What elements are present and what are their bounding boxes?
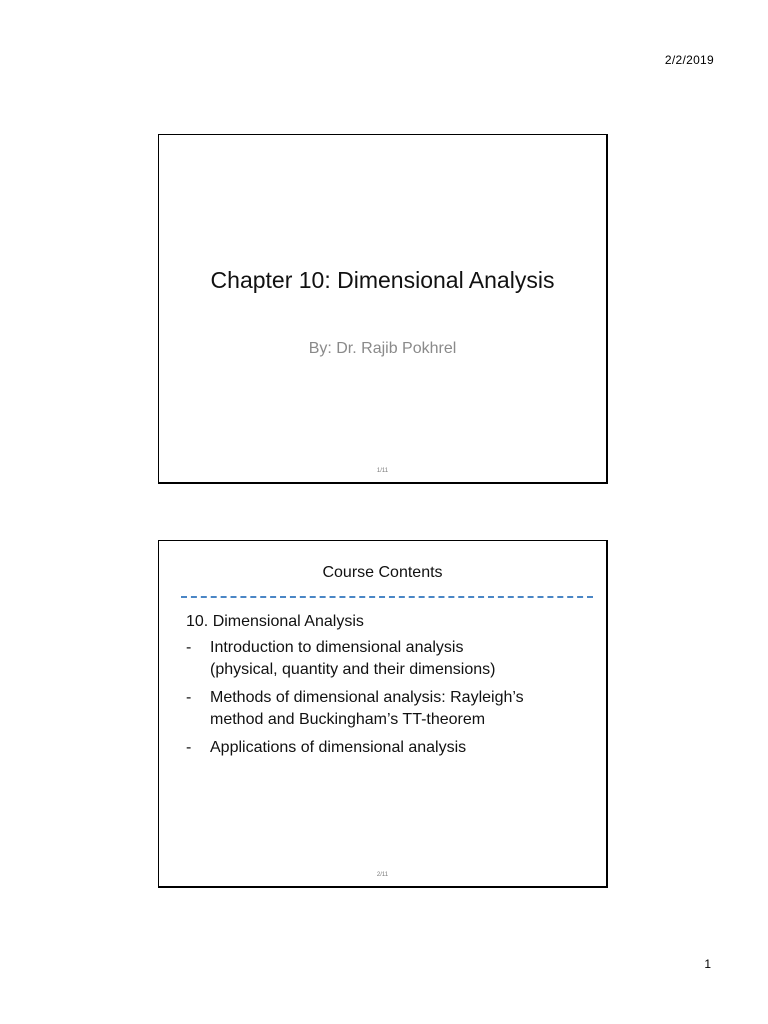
bullet-text: Methods of dimensional analysis: Rayleigh’s	[210, 689, 524, 706]
bullet-text: Applications of dimensional analysis	[210, 739, 467, 756]
bullet-text: method and Buckingham’s TT-theorem	[210, 711, 486, 728]
slide-author: By: Dr. Rajib Pokhrel	[308, 340, 457, 357]
section-heading: 10. Dimensional Analysis	[186, 613, 364, 630]
bullet-text: Introduction to dimensional analysis	[210, 639, 464, 656]
page-number: 1	[704, 957, 711, 971]
bullet-item	[186, 737, 588, 759]
bullet-item	[186, 687, 588, 731]
slide-footer-number: 2/11	[376, 872, 389, 878]
slide-heading: Course Contents	[322, 564, 443, 581]
slide-title-card	[158, 134, 608, 484]
page-date: 2/2/2019	[664, 53, 714, 67]
slide-content	[186, 611, 588, 765]
dashed-divider	[181, 596, 593, 598]
bullet-text: (physical, quantity and their dimensions)	[210, 661, 496, 678]
slide-course-contents	[158, 540, 608, 888]
bullet-marker: -	[186, 639, 192, 656]
slide-title: Chapter 10: Dimensional Analysis	[210, 267, 555, 293]
bullet-item	[186, 637, 588, 681]
bullet-marker: -	[186, 739, 192, 756]
slide-footer-number: 1/11	[376, 468, 389, 474]
bullet-marker: -	[186, 689, 192, 706]
